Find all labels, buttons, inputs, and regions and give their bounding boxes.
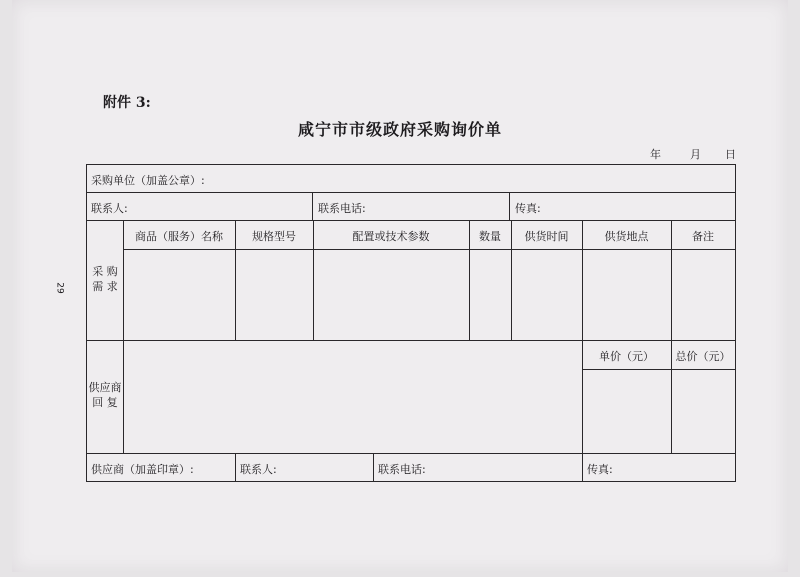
date-month: 月 [690, 148, 701, 161]
row-divider [87, 453, 735, 454]
contact-phone-label: 联系电话: [318, 202, 366, 215]
purchaser-unit-label: 采购单位（加盖公章）: [91, 174, 205, 187]
requirement-section-label [87, 264, 123, 294]
date-year: 年 [650, 148, 661, 161]
form-title: 咸宁市市级政府采购询价单 [297, 120, 502, 139]
unit-price-header: 单价（元） [599, 350, 654, 363]
col-divider [509, 192, 510, 220]
col-header-quantity: 数量 [479, 230, 501, 243]
col-divider [671, 220, 672, 453]
requirement-label-line1: 采 购 [92, 265, 118, 278]
contact-person-label: 联系人: [91, 202, 128, 215]
inquiry-form-table [86, 164, 736, 482]
col-divider [235, 453, 236, 481]
requirement-label-line2: 需 求 [92, 280, 118, 293]
row-divider [87, 192, 735, 193]
row-divider [123, 249, 735, 250]
supplier-seal-label: 供应商（加盖印章）: [91, 463, 194, 476]
col-header-delivery-time: 供货时间 [524, 230, 569, 243]
page-number: 29 [54, 282, 65, 294]
col-header-delivery-place: 供货地点 [604, 230, 649, 243]
col-divider [582, 453, 583, 481]
footer-fax-label: 传真: [587, 463, 613, 476]
row-divider [87, 340, 735, 341]
col-header-config-params: 配置或技术参数 [352, 230, 430, 243]
footer-phone-label: 联系电话: [378, 463, 426, 476]
col-header-spec-model: 规格型号 [252, 230, 296, 243]
supplier-reply-section-label [87, 380, 123, 410]
footer-contact-person-label: 联系人: [240, 463, 277, 476]
col-divider [123, 220, 124, 453]
col-divider [312, 192, 313, 220]
supplier-reply-label-line2: 回 复 [92, 396, 118, 409]
col-divider [582, 220, 583, 453]
row-divider [87, 220, 735, 221]
col-header-remarks: 备注 [692, 230, 714, 243]
date-day: 日 [725, 148, 736, 161]
contact-fax-label: 传真: [515, 202, 541, 215]
attachment-label: 附件 3: [103, 95, 151, 111]
col-divider [373, 453, 374, 481]
supplier-reply-label-line1: 供应商 [88, 381, 122, 394]
row-divider [582, 369, 735, 370]
col-header-product-name: 商品（服务）名称 [135, 230, 223, 243]
total-price-header: 总价（元） [675, 350, 731, 363]
